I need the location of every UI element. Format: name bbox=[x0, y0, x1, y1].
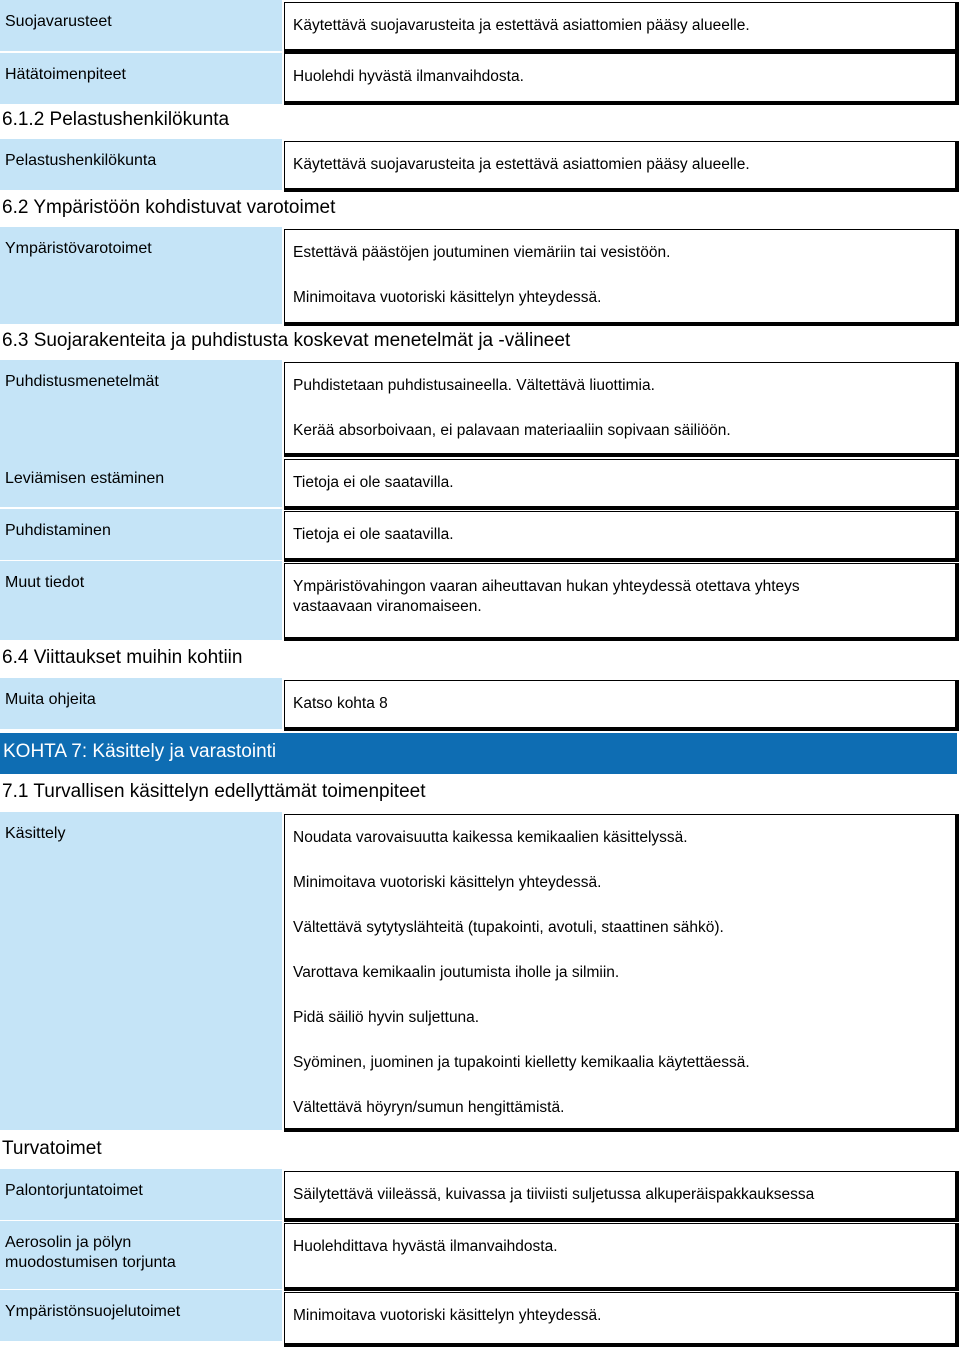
subsection-heading-7-1: 7.1 Turvallisen käsittelyn edellyttämät toimenpiteet bbox=[2, 781, 426, 802]
value-line: Katso kohta 8 bbox=[293, 695, 388, 712]
value-line: Säilytettävä viileässä, kuivassa ja tiiviisti suljetussa alkuperäispakkauksessa bbox=[293, 1186, 815, 1203]
field-value-cleaning-methods bbox=[284, 362, 959, 457]
field-value-environmental-precautions bbox=[284, 229, 959, 326]
value-line: Huolehdittava hyvästä ilmanvaihdosta. bbox=[293, 1238, 558, 1255]
value-line: Huolehdi hyvästä ilmanvaihdosta. bbox=[293, 68, 524, 85]
field-value-fire-prevention bbox=[284, 1171, 959, 1222]
field-value-protective-equipment bbox=[284, 2, 959, 53]
value-line: Pidä säiliö hyvin suljettuna. bbox=[293, 1009, 480, 1026]
field-label-containment: Leviämisen estäminen bbox=[0, 457, 282, 507]
value-line: Vältettävä höyryn/sumun hengittämistä. bbox=[293, 1099, 565, 1116]
field-value-emergency-procedures bbox=[284, 53, 959, 105]
value-line: Tietoja ei ole saatavilla. bbox=[293, 526, 454, 543]
field-value-cleaning bbox=[284, 511, 959, 562]
value-line: Noudata varovaisuutta kaikessa kemikaalien käsittelyssä. bbox=[293, 829, 688, 846]
subsection-heading-6-3: 6.3 Suojarakenteita ja puhdistusta koskevat menetelmät ja -välineet bbox=[2, 330, 571, 351]
field-label-other-instructions: Muita ohjeita bbox=[0, 678, 282, 729]
field-value-environmental-protection bbox=[284, 1292, 959, 1347]
subsection-heading-6-4: 6.4 Viittaukset muihin kohtiin bbox=[2, 647, 243, 668]
field-label-cleaning: Puhdistaminen bbox=[0, 509, 282, 560]
field-label-emergency-procedures: Hätätoimenpiteet bbox=[0, 53, 282, 104]
field-value-aerosol-dust-prevention bbox=[284, 1223, 959, 1291]
field-label-protective-equipment: Suojavarusteet bbox=[0, 0, 282, 51]
field-label-other-info: Muut tiedot bbox=[0, 561, 282, 640]
field-value-other-instructions bbox=[284, 680, 959, 731]
value-line: Syöminen, juominen ja tupakointi kielletty kemikaalia käytettäessä. bbox=[293, 1054, 750, 1071]
value-line: Kerää absorboivaan, ei palavaan materiaaliin sopivaan säiliöön. bbox=[293, 422, 731, 439]
value-line: Tietoja ei ole saatavilla. bbox=[293, 474, 454, 491]
value-line: Käytettävä suojavarusteita ja estettävä asiattomien pääsy alueelle. bbox=[293, 156, 750, 173]
value-line: Minimoitava vuotoriski käsittelyn yhteydessä. bbox=[293, 1307, 602, 1324]
value-line: Vältettävä sytytyslähteitä (tupakointi, avotuli, staattinen sähkö). bbox=[293, 919, 724, 936]
value-line: Käytettävä suojavarusteita ja estettävä asiattomien pääsy alueelle. bbox=[293, 17, 750, 34]
field-label-cleaning-methods: Puhdistusmenetelmät bbox=[0, 360, 282, 457]
field-label-rescue-personnel: Pelastushenkilökunta bbox=[0, 139, 282, 190]
field-label-fire-prevention: Palontorjuntatoimet bbox=[0, 1169, 282, 1220]
value-line: Minimoitava vuotoriski käsittelyn yhteydessä. bbox=[293, 289, 602, 306]
value-line: Puhdistetaan puhdistusaineella. Vältettävä liuottimia. bbox=[293, 377, 655, 394]
field-label-environmental-protection: Ympäristönsuojelutoimet bbox=[0, 1290, 282, 1341]
field-value-other-info bbox=[284, 563, 959, 641]
field-value-containment bbox=[284, 459, 959, 510]
field-label-environmental-precautions: Ympäristövarotoimet bbox=[0, 227, 282, 324]
field-label-aerosol-dust-prevention: Aerosolin ja pölyn muodostumisen torjunta bbox=[0, 1221, 282, 1289]
field-value-rescue-personnel bbox=[284, 141, 959, 192]
subsection-heading-safety-measures: Turvatoimet bbox=[2, 1138, 102, 1159]
field-label-handling: Käsittely bbox=[0, 812, 282, 1130]
field-value-handling bbox=[284, 814, 959, 1132]
value-line: Ympäristövahingon vaaran aiheuttavan hukan yhteydessä otettava yhteys vastaavaan viranomaiseen. bbox=[293, 578, 800, 615]
subsection-heading-6-2: 6.2 Ympäristöön kohdistuvat varotoimet bbox=[2, 197, 336, 218]
value-line: Minimoitava vuotoriski käsittelyn yhteydessä. bbox=[293, 874, 602, 891]
value-line: Varottava kemikaalin joutumista iholle ja silmiin. bbox=[293, 964, 620, 981]
value-line: Estettävä päästöjen joutuminen viemäriin tai vesistöön. bbox=[293, 244, 671, 261]
section-band-7: KOHTA 7: Käsittely ja varastointi bbox=[0, 733, 957, 774]
subsection-heading-6-1-2: 6.1.2 Pelastushenkilökunta bbox=[2, 109, 230, 130]
